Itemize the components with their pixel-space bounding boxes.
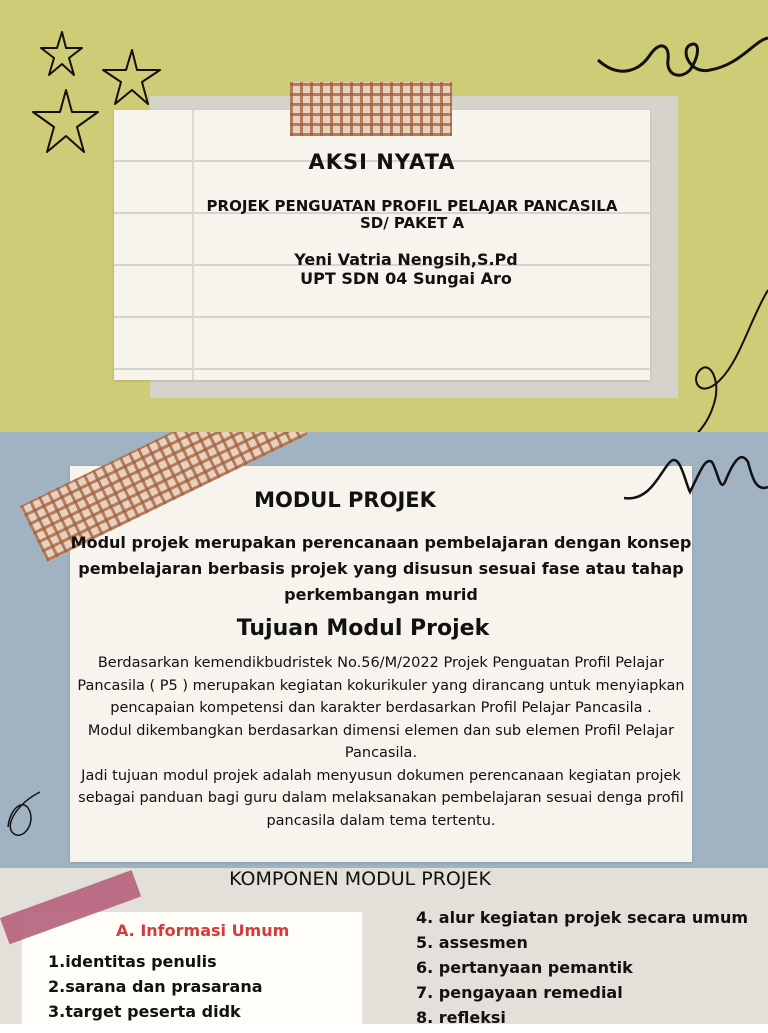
list-number: 2. — [48, 977, 66, 996]
loop-icon — [8, 792, 40, 835]
list-item — [48, 977, 263, 1002]
list-item: 6. pertanyaan pemantik — [416, 958, 633, 977]
star-icon — [33, 90, 98, 152]
subtitle-line-2: SD/ PAKET A — [359, 214, 465, 232]
modul-title: MODUL PROJEK — [254, 488, 436, 512]
list-item — [48, 952, 263, 977]
list-number: 3. — [48, 1002, 66, 1021]
author-name: Yeni Vatria Nengsih,S.Pd — [294, 250, 518, 269]
tujuan-body — [70, 652, 692, 832]
tujuan-paragraph-1: Berdasarkan kemendikbudristek No.56/M/2022 Projek Penguatan Profil Pelajar Pancasila ( P5 ) merupakan kegiatan kokurikuler yang dirancang untuk menyiapkan pencapaian kompetensi dan karakter berdasarkan Profil Pelajar Pancasila . — [77, 655, 685, 716]
list-item: 7. pengayaan remedial — [416, 983, 623, 1002]
list-item — [48, 1002, 263, 1027]
tujuan-title: Tujuan Modul Projek — [236, 616, 490, 641]
modul-definition: Modul projek merupakan perencanaan pembelajaran dengan konsep pembelajaran berbasis projek yang disusun sesuai fase atau tahap perkembangan murid — [70, 533, 692, 604]
list-text: target peserta didk — [65, 1002, 241, 1021]
cover-subtitle — [114, 198, 710, 232]
komponen-title: KOMPONEN MODUL PROJEK — [229, 868, 491, 890]
curl-icon — [690, 290, 768, 432]
star-icon — [103, 50, 160, 104]
list-item: 8. refleksi — [416, 1008, 506, 1027]
section-a-title: A. Informasi Umum — [116, 921, 290, 940]
list-item: 4. alur kegiatan projek secara umum — [416, 908, 749, 927]
list-number: 1. — [48, 952, 66, 971]
list-item: 5. assesmen — [416, 933, 528, 952]
cover-section — [0, 0, 768, 432]
tujuan-paragraph-2: Modul dikembangkan berdasarkan dimensi elemen dan sub elemen Profil Pelajar Pancasila. — [87, 722, 675, 761]
cover-title: AKSI NYATA — [308, 150, 456, 174]
subtitle-line-1: PROJEK PENGUATAN PROFIL PELAJAR PANCASILA — [206, 197, 618, 215]
right-list — [416, 908, 748, 1033]
tujuan-paragraph-3: Jadi tujuan modul projek adalah menyusun dokumen perencanaan kegiatan projek sebagai panduan bagi guru dalam melaksanakan pembelajaran sesuai denga profil pancasila dalam tema tertentu. — [78, 767, 684, 829]
star-icon — [41, 32, 82, 75]
school-name: UPT SDN 04 Sungai Aro — [300, 269, 512, 288]
left-list — [48, 952, 263, 1027]
swirl-icon — [598, 38, 768, 75]
list-text: sarana dan prasarana — [65, 977, 263, 996]
list-text: identitas penulis — [65, 952, 217, 971]
scribble-icon — [624, 457, 768, 498]
cover-author-block — [114, 250, 698, 288]
